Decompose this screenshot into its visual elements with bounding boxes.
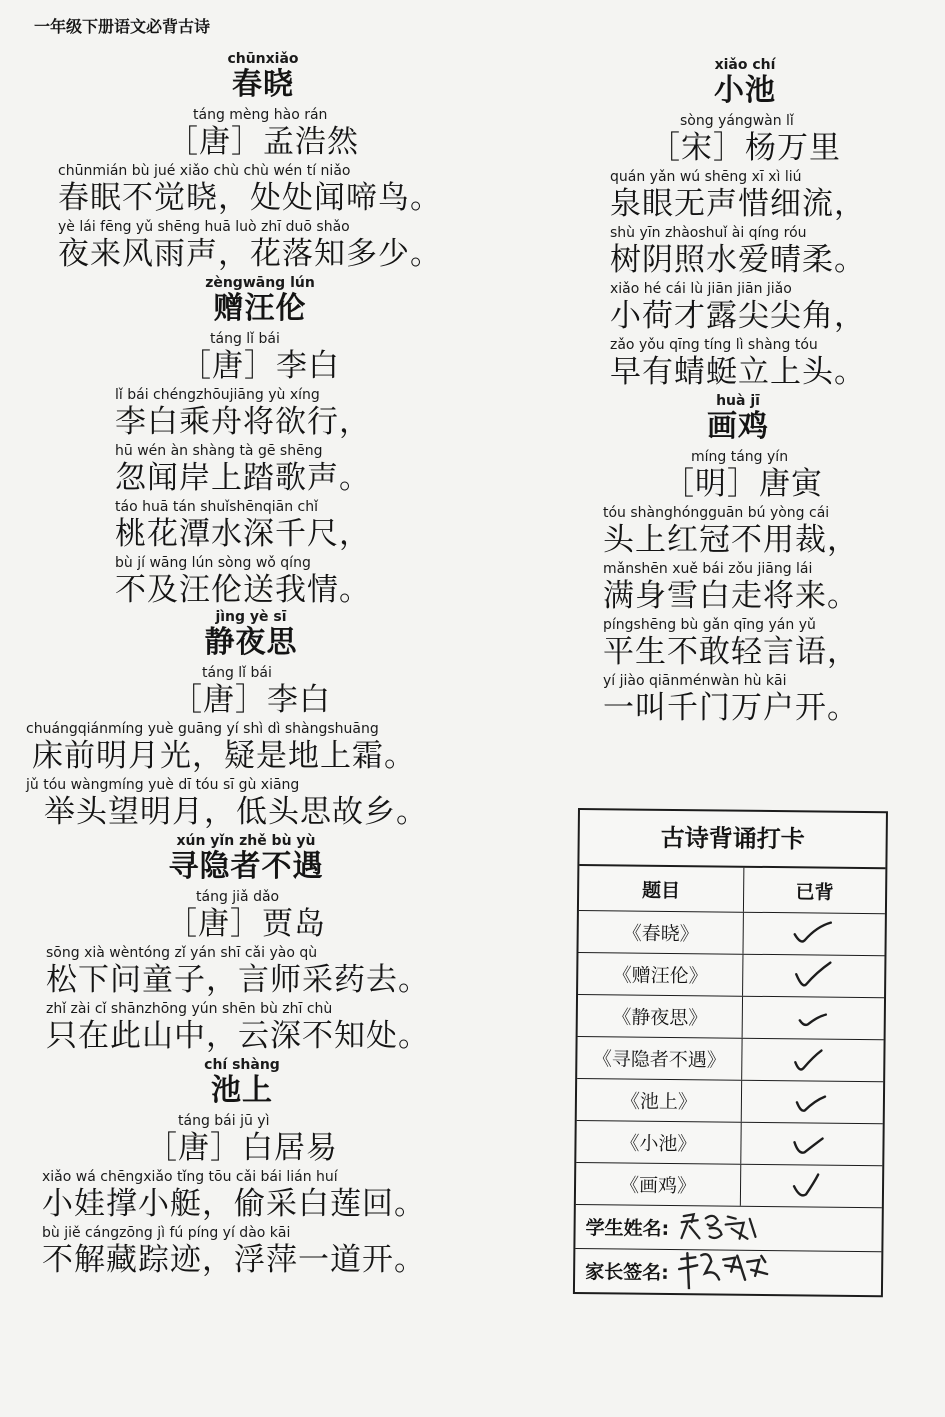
card-header-row [579,866,885,914]
poem-line: 忽闻岸上踏歌声。 [115,460,371,496]
recitation-checkin-card [573,808,888,1297]
author-pinyin: táng lǐ bái [202,665,272,681]
check-cell [742,1081,883,1123]
poem-title-pinyin: zèngwāng lún [205,275,315,291]
poem-title-pinyin: chí shàng [204,1057,280,1073]
poem-line: 头上红冠不用裁， [603,522,859,558]
check-cell [743,955,884,997]
poem-title: 画鸡 [707,409,769,444]
poem-line: 桃花潭水深千尺， [115,516,371,552]
poem-huaji [603,392,883,726]
poem-title-cell: 《静夜思》 [578,995,743,1038]
poem-title: 寻隐者不遇 [168,849,324,884]
page-header: 一年级下册语文必背古诗 [34,17,211,36]
line-pinyin: mǎnshēn xuě bái zǒu jiāng lái [603,561,813,577]
line-pinyin: yí jiào qiānménwàn hù kāi [603,673,787,689]
card-row [577,1079,883,1124]
line-pinyin: tóu shànghóngguān bú yòng cái [603,505,830,521]
line-pinyin: táo huā tán shuǐshēnqiān chǐ [115,499,318,515]
poem-author: ［宋］杨万里 [649,130,841,166]
poem-line: 小荷才露尖尖角， [610,298,866,334]
poem-line: 松下问童子，言师采药去。 [46,962,430,998]
poem-title-cell: 《赠汪伦》 [578,953,743,996]
poem-author: ［唐］贾岛 [166,906,326,942]
handwritten-check-icon [786,960,842,993]
poem-xiaochi [610,56,880,390]
student-name-label: 学生姓名: [585,1217,670,1240]
poem-author: ［唐］李白 [171,682,331,718]
check-cell [741,1165,882,1207]
line-pinyin: sōng xià wèntóng zǐ yán shī cǎi yào qù [46,945,318,961]
line-pinyin: xiǎo hé cái lù jiān jiān jiǎo [610,281,792,297]
check-cell [743,997,884,1039]
parent-signature-row [575,1249,881,1295]
line-pinyin: jǔ tóu wàngmíng yuè dī tóu sī gù xiāng [26,777,300,793]
poem-title-cell: 《春晓》 [578,911,743,954]
author-pinyin: táng lǐ bái [210,331,280,347]
author-pinyin: táng jiǎ dǎo [196,889,280,905]
handwritten-check-icon [783,1170,839,1203]
author-pinyin: míng táng yín [691,449,789,465]
poem-author: ［唐］白居易 [146,1130,338,1166]
poem-zengwanglun [115,274,405,608]
line-pinyin: bù jiě cángzōng jì fú píng yí dào kāi [42,1225,291,1241]
line-pinyin: bù jí wāng lún sòng wǒ qíng [115,555,311,571]
poem-line: 一叫千门万户开。 [603,690,859,726]
poem-line: 夜来风雨声，花落知多少。 [58,236,442,272]
poem-line: 树阴照水爱晴柔。 [610,242,866,278]
student-signature [675,1208,775,1248]
handwritten-check-icon [784,1086,840,1119]
parent-signature [675,1249,775,1295]
poem-title-pinyin: xún yǐn zhě bù yù [176,833,316,849]
line-pinyin: zǎo yǒu qīng tíng lì shàng tóu [610,337,818,353]
parent-signature-label: 家长签名: [585,1261,669,1284]
author-pinyin: sòng yángwàn lǐ [680,113,794,129]
card-row [576,1121,882,1166]
card-rows [576,911,885,1208]
handwritten-check-icon [786,918,842,951]
poem-title-pinyin: xiǎo chí [714,57,776,73]
poem-line: 早有蜻蜓立上头。 [610,354,866,390]
poem-line: 只在此山中，云深不知处。 [46,1018,430,1054]
author-pinyin: táng bái jū yì [178,1113,270,1129]
poem-line: 李白乘舟将欲行， [115,404,371,440]
line-pinyin: yè lái fēng yǔ shēng huā luò zhī duō shǎo [58,219,350,235]
card-title: 古诗背诵打卡 [579,810,886,869]
card-row [578,995,884,1040]
author-pinyin: táng mèng hào rán [193,107,328,123]
poem-title-cell: 《寻隐者不遇》 [577,1037,742,1080]
line-pinyin: píngshēng bù gǎn qīng yán yǔ [603,617,816,633]
line-pinyin: xiǎo wá chēngxiǎo tǐng tōu cǎi bái lián huí [42,1169,338,1185]
line-pinyin: zhǐ zài cǐ shānzhōng yún shēn bù zhī chù [46,1001,333,1017]
poem-chunxiao [58,50,468,272]
poem-line: 满身雪白走将来。 [603,578,859,614]
poem-line: 床前明月光，疑是地上霜。 [32,738,416,774]
poem-line: 平生不敢轻言语， [603,634,859,670]
check-cell [741,1123,882,1165]
column-header-title: 题目 [579,866,744,912]
poem-title: 小池 [714,73,776,108]
handwritten-check-icon [785,1044,841,1077]
handwritten-check-icon [784,1128,840,1161]
poem-title: 赠汪伦 [213,291,307,326]
line-pinyin: chūnmián bù jué xiǎo chù chù wén tí niǎo [58,163,351,179]
poem-line: 不解藏踪迹，浮萍一道开。 [42,1242,426,1278]
poem-title: 静夜思 [204,625,298,660]
card-row [578,911,884,956]
card-row [576,1163,882,1208]
student-name-row [575,1205,881,1252]
poem-title-pinyin: chūnxiǎo [227,51,299,67]
line-pinyin: chuángqiánmíng yuè guāng yí shì dì shàngshuāng [26,721,379,737]
poem-title: 池上 [211,1073,273,1108]
poem-title-cell: 《画鸡》 [576,1163,741,1206]
poem-author: ［明］唐寅 [663,466,823,502]
poem-line: 泉眼无声惜细流， [610,186,866,222]
card-row [578,953,884,998]
line-pinyin: lǐ bái chéngzhōujiāng yù xíng [115,387,320,403]
poem-title-pinyin: huà jī [716,393,760,409]
card-row [577,1037,883,1082]
line-pinyin: quán yǎn wú shēng xī xì liú [610,169,802,185]
check-cell [743,913,884,955]
column-header-done: 已背 [795,880,834,904]
poem-xunyinzhebuyu [46,832,466,1054]
check-cell [742,1039,883,1081]
poem-line: 举头望明月，低头思故乡。 [44,794,428,830]
line-pinyin: shù yīn zhàoshuǐ ài qíng róu [610,225,807,241]
poem-line: 小娃撑小艇，偷采白莲回。 [42,1186,426,1222]
poem-author: ［唐］李白 [180,348,340,384]
line-pinyin: hū wén àn shàng tà gē shēng [115,443,323,459]
handwritten-check-icon [785,1002,841,1035]
poem-jingyesi [26,608,466,830]
poem-title: 春晓 [232,67,294,102]
poem-chishang [42,1056,462,1278]
poem-title-cell: 《池上》 [577,1079,742,1122]
poem-author: ［唐］孟浩然 [167,124,359,160]
poem-line: 春眠不觉晓，处处闻啼鸟。 [58,180,442,216]
poem-line: 不及汪伦送我情。 [115,572,371,608]
poem-title-cell: 《小池》 [576,1121,741,1164]
poem-title-pinyin: jìng yè sī [215,609,287,625]
